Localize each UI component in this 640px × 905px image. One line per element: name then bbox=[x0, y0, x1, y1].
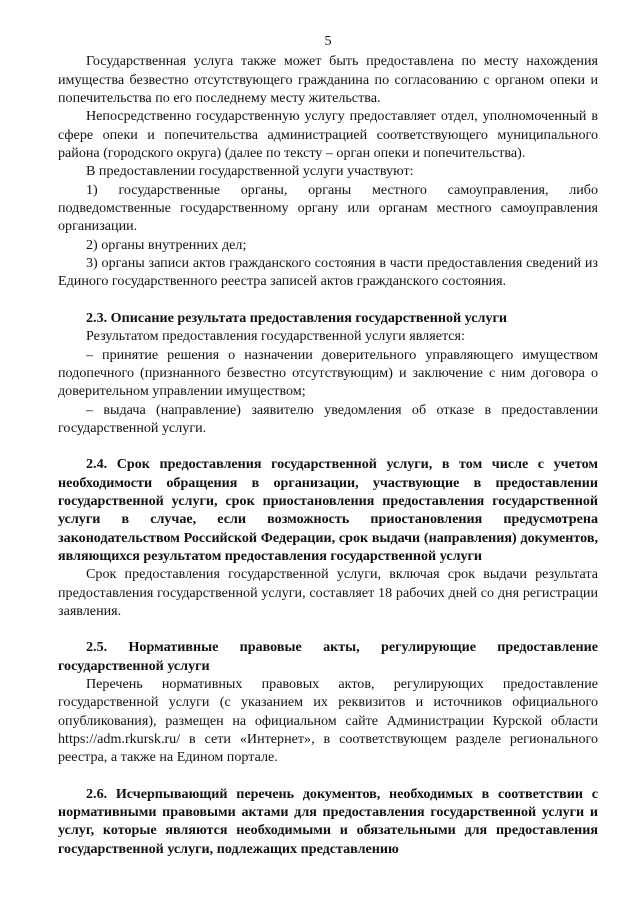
list-item-state-bodies: 1) государственные органы, органы местного самоуправления, либо подведомственные государственному органу или органам местного самоуправления организации. bbox=[58, 181, 598, 235]
section-spacer bbox=[58, 620, 598, 638]
list-item-trust-decision: – принятие решения о назначении доверительного управляющего имуществом подопечного (признанного безвестно отсутствующим) и заключение с ним договора о доверительном управлении имуществом; bbox=[58, 346, 598, 400]
paragraph-result-intro: Результатом предоставления государственной услуги является: bbox=[86, 328, 465, 345]
paragraph-service-location: Государственная услуга также может быть предоставлена по месту нахождения имущества безвестно отсутствующего гражданина по согласованию с органом опеки и попечительства по его последнему месту жительства. bbox=[58, 53, 598, 107]
section-heading-2-6: 2.6. Исчерпывающий перечень документов, необходимых в соответствии с нормативными правовыми актами для предоставления государственной услуги и услуг, которые являются необходимыми и обязательными для предоставления государственной услуги, подлежащих представлению bbox=[58, 785, 598, 857]
paragraph-legal-acts: Перечень нормативных правовых актов, регулирующих предоставление государственной услуги (с указанием их реквизитов и источников официального опубликования), размещен на официальном сайте Администрации Курской области https://adm.rkursk.ru/ в сети «Интернет», в соответствующем разделе регионального реестра, а также на Едином портале. bbox=[58, 676, 598, 766]
list-item-civil-registry: 3) органы записи актов гражданского состояния в части предоставления сведений из Единого государственного реестра записей актов гражданского состояния. bbox=[58, 255, 598, 290]
list-item-refusal-notice: – выдача (направление) заявителю уведомления об отказе в предоставлении государственной услуги. bbox=[58, 401, 598, 436]
page-number: 5 bbox=[324, 33, 332, 49]
section-heading-2-5: 2.5. Нормативные правовые акты, регулирующие предоставление государственной услуги bbox=[58, 639, 598, 674]
list-item-internal-affairs: 2) органы внутренних дел; bbox=[86, 236, 247, 253]
paragraph-participants-intro: В предоставлении государственной услуги участвуют: bbox=[86, 163, 414, 180]
paragraph-service-term: Срок предоставления государственной услуги, включая срок выдачи результата предоставления государственной услуги, составляет 18 рабочих дней со дня регистрации заявления. bbox=[58, 566, 598, 619]
section-heading-2-3: 2.3. Описание результата предоставления государственной услуги bbox=[86, 309, 508, 326]
section-spacer bbox=[58, 437, 598, 455]
section-spacer bbox=[58, 767, 598, 785]
document-page bbox=[58, 32, 598, 858]
paragraph-service-provider: Непосредственно государственную услугу предоставляет отдел, уполномоченный в сфере опеки и попечительства администрацией соответствующего муниципального района (городского округа) (далее по тексту – орган опеки и попечительства). bbox=[58, 108, 598, 162]
section-spacer bbox=[58, 291, 598, 309]
section-heading-2-4: 2.4. Срок предоставления государственной услуги, в том числе с учетом необходимости обращения в организации, участвующие в предоставлении государственной услуги, срок приостановления предоставления государственной услуги в случае, если возможность приостановления предусмотрена законодательством Российской Федерации, срок выдачи (направления) документов, являющихся результатом предоставления государственной услуги bbox=[58, 456, 598, 564]
